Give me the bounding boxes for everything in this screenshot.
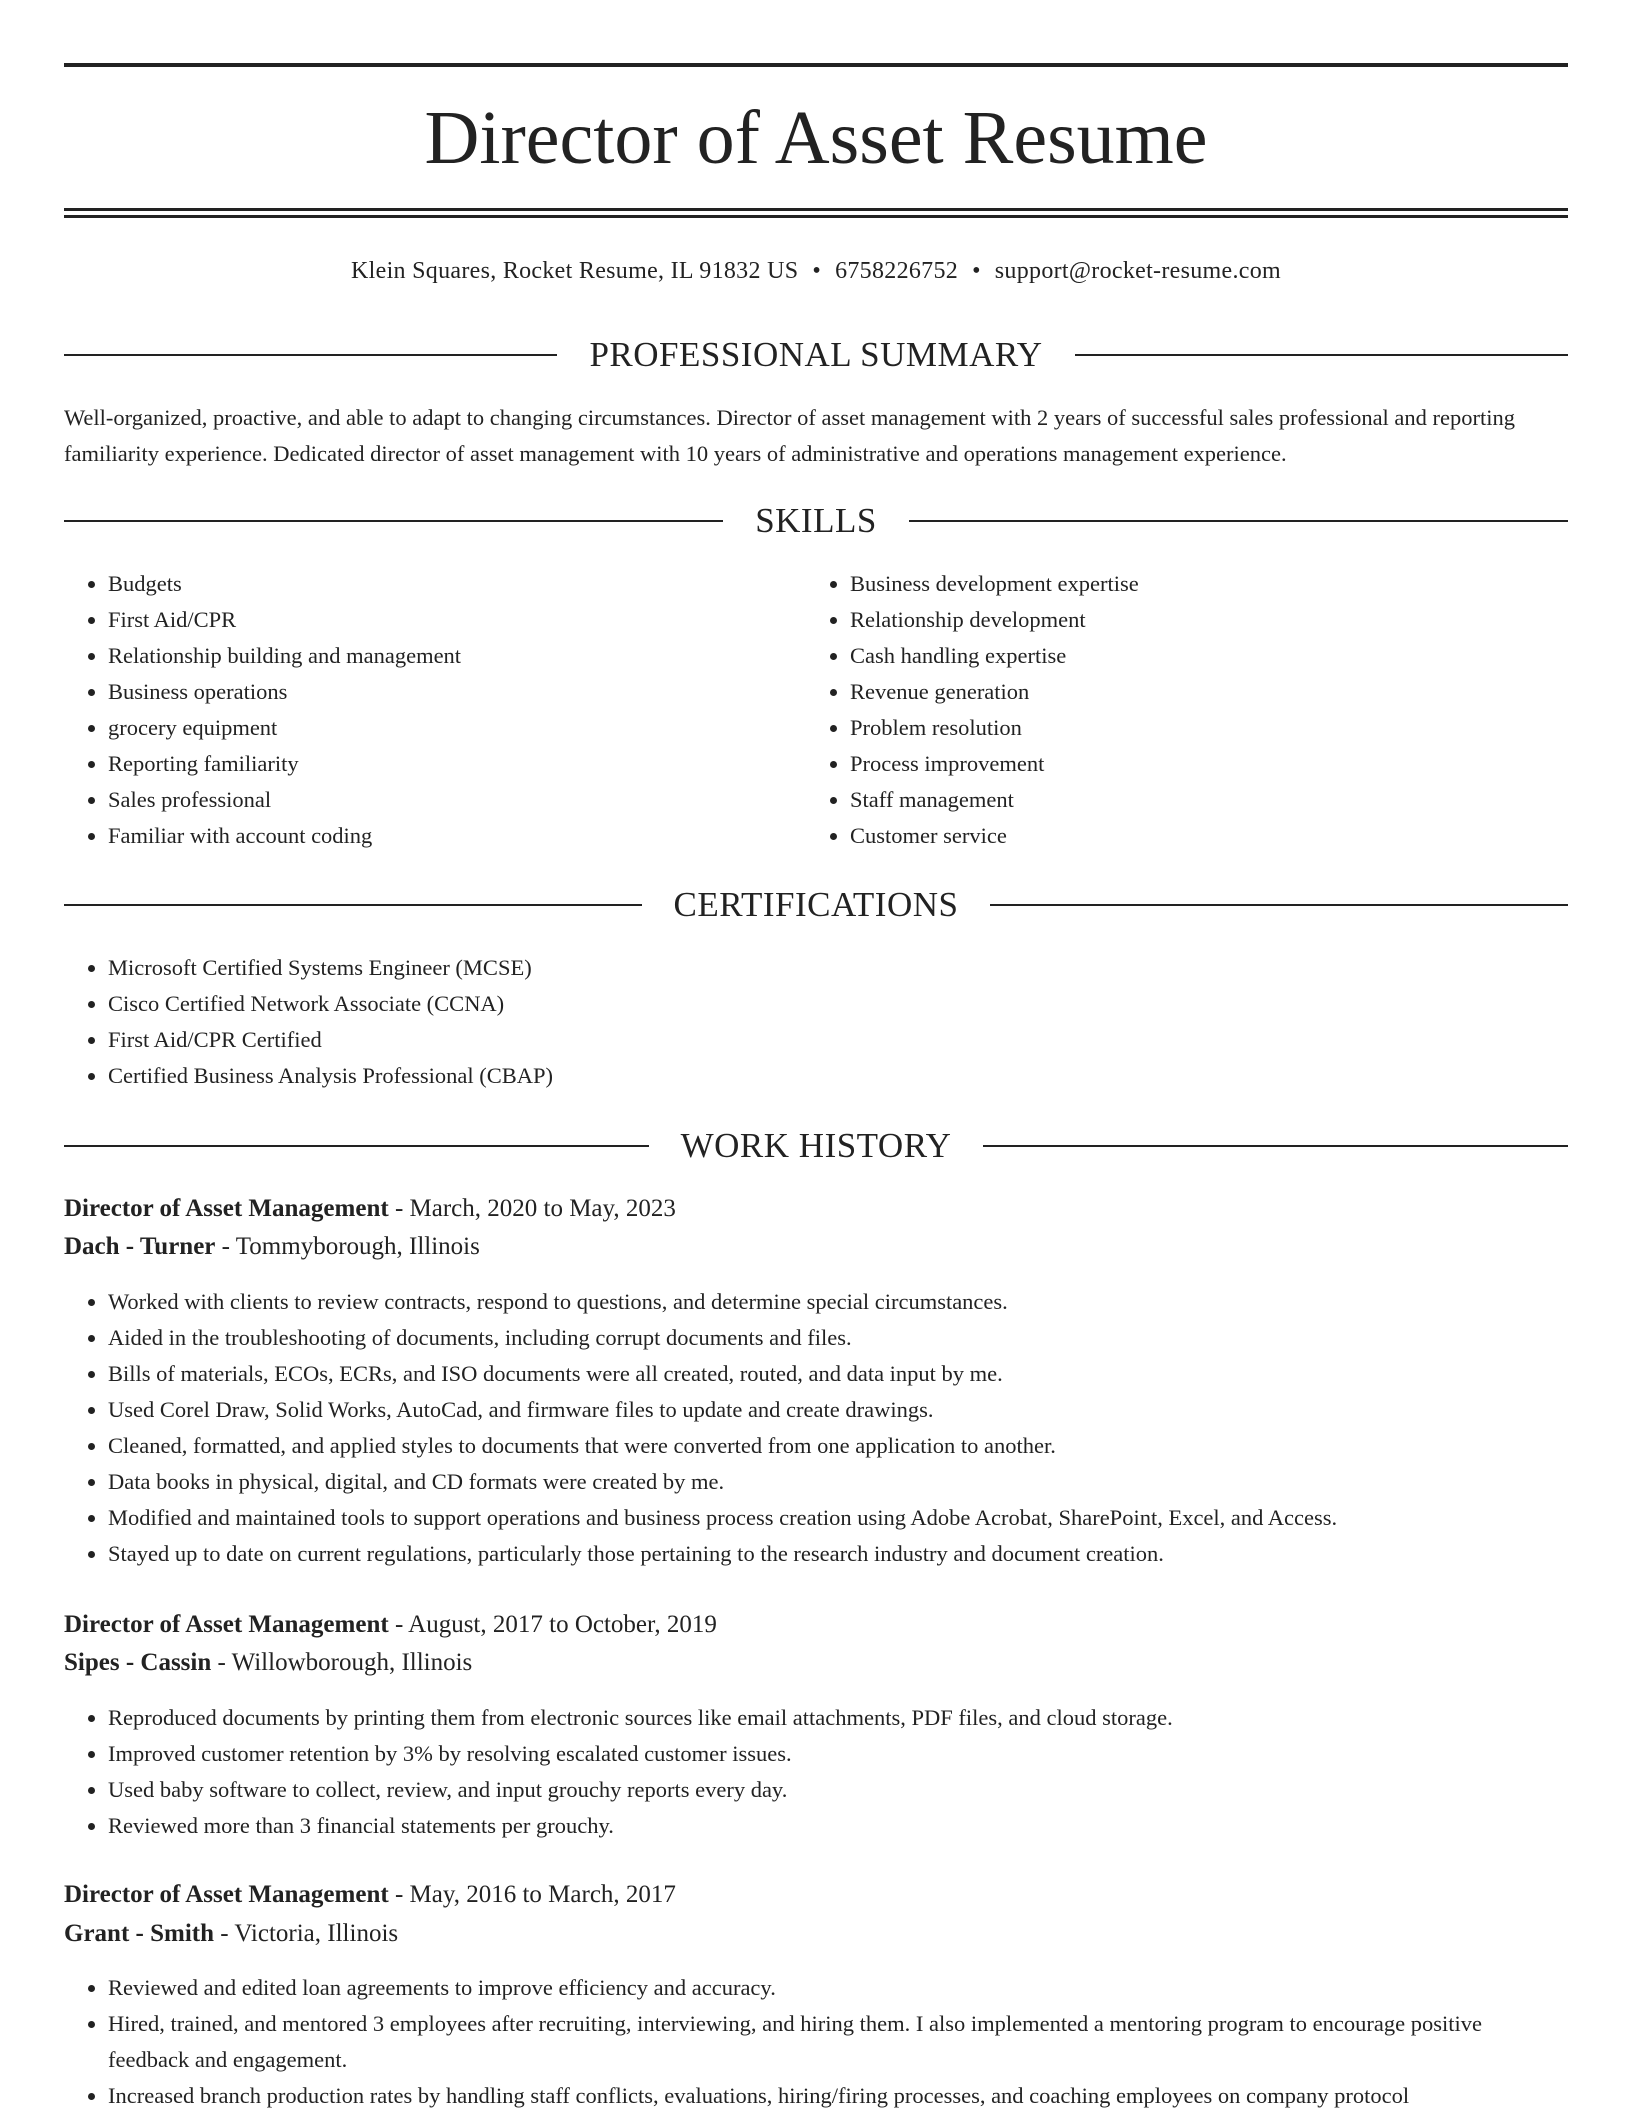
job-company-line: Dach - Turner - Tommyborough, Illinois — [64, 1233, 480, 1260]
job-bullet: • Used baby software to collect, review, and input grouchy reports every day. — [108, 1772, 1568, 1808]
job-company: Sipes - Cassin — [64, 1649, 212, 1676]
job-role: Director of Asset Management — [64, 1195, 389, 1222]
skill-item: • Staff management — [850, 782, 1590, 818]
job-company-line: Grant - Smith - Victoria, Illinois — [64, 1920, 399, 1947]
job-bullet: • Used Corel Draw, Solid Works, AutoCad, and firmware files to update and create drawings. — [108, 1392, 1568, 1428]
skills-list-right — [806, 566, 1590, 854]
certification-item: • Cisco Certified Network Associate (CCNA) — [108, 986, 1568, 1022]
job-company-line: Sipes - Cassin - Willowborough, Illinois — [64, 1649, 473, 1676]
job-bullets — [64, 1700, 1568, 1844]
job-bullet: • Hired, trained, and mentored 3 employees after recruiting, interviewing, and hiring them. I also implemented a mentoring program to encourage positive feedback and engagement. — [108, 2006, 1568, 2078]
contact-separator: • — [972, 258, 981, 284]
skill-item: • Cash handling expertise — [850, 638, 1590, 674]
heading-rule-left — [64, 1145, 649, 1147]
contact-address: Klein Squares, Rocket Resume, IL 91832 US — [351, 258, 799, 284]
skill-item: • Customer service — [850, 818, 1590, 854]
heading-rule-left — [64, 520, 723, 522]
skills-list-left — [64, 566, 808, 854]
contact-line — [64, 254, 1568, 288]
work-heading-label: WORK HISTORY — [680, 1126, 952, 1165]
title-rule-lower — [64, 215, 1568, 218]
certification-item: • Certified Business Analysis Professional (CBAP) — [108, 1058, 1568, 1094]
title-rule-upper — [64, 208, 1568, 211]
heading-rule-right — [990, 904, 1568, 906]
job-bullet: • Cleaned, formatted, and applied styles to documents that were converted from one application to another. — [108, 1428, 1568, 1464]
job-company: Grant - Smith — [64, 1920, 214, 1947]
job-dates: May, 2016 to March, 2017 — [409, 1881, 676, 1908]
summary-heading-label: PROFESSIONAL SUMMARY — [589, 335, 1043, 374]
job-title-line: Director of Asset Management - May, 2016 to March, 2017 — [64, 1881, 676, 1908]
skill-item: • First Aid/CPR — [108, 602, 808, 638]
skill-item: • Revenue generation — [850, 674, 1590, 710]
skill-item: • Familiar with account coding — [108, 818, 808, 854]
resume-title: Director of Asset Resume — [424, 96, 1208, 180]
certifications-heading — [64, 883, 1568, 927]
job-location: Tommyborough, Illinois — [235, 1233, 480, 1260]
job-bullet: • Bills of materials, ECOs, ECRs, and ISO documents were all created, routed, and data input by me. — [108, 1356, 1568, 1392]
job-role: Director of Asset Management — [64, 1611, 389, 1638]
job-dates: March, 2020 to May, 2023 — [409, 1195, 676, 1222]
skill-item: • Business development expertise — [850, 566, 1590, 602]
job-title-line: Director of Asset Management - March, 2020 to May, 2023 — [64, 1195, 676, 1222]
job-bullet: • Reviewed and edited loan agreements to improve efficiency and accuracy. — [108, 1970, 1568, 2006]
certifications-list — [64, 950, 1568, 1094]
skill-item: • Budgets — [108, 566, 808, 602]
job-bullet: • Aided in the troubleshooting of documents, including corrupt documents and files. — [108, 1320, 1568, 1356]
skill-item: • Process improvement — [850, 746, 1590, 782]
job-bullet: • Data books in physical, digital, and CD formats were created by me. — [108, 1464, 1568, 1500]
skill-item: • Sales professional — [108, 782, 808, 818]
heading-rule-right — [1075, 354, 1568, 356]
summary-heading — [64, 333, 1568, 377]
summary-text: Well-organized, proactive, and able to adapt to changing circumstances. Director of asset management with 2 years of successful sales professional and reporting familiarity experience. Dedicated director of asset management with 10 years of administrative and operations management experience. — [64, 405, 1516, 466]
heading-rule-right — [983, 1145, 1568, 1147]
certification-item: • Microsoft Certified Systems Engineer (MCSE) — [108, 950, 1568, 986]
job-role: Director of Asset Management — [64, 1881, 389, 1908]
skills-heading-label: SKILLS — [755, 501, 877, 540]
job-company: Dach - Turner — [64, 1233, 216, 1260]
certification-item: • First Aid/CPR Certified — [108, 1022, 1568, 1058]
work-heading — [64, 1124, 1568, 1168]
job-title-line: Director of Asset Management - August, 2017 to October, 2019 — [64, 1611, 717, 1638]
job-bullet: • Increased branch production rates by handling staff conflicts, evaluations, hiring/firing processes, and coaching employees on company protocol — [108, 2078, 1568, 2114]
job-dates: August, 2017 to October, 2019 — [408, 1611, 717, 1638]
certifications-heading-label: CERTIFICATIONS — [673, 885, 959, 924]
job-bullets — [64, 1970, 1568, 2114]
skill-item: • grocery equipment — [108, 710, 808, 746]
contact-phone: 6758226752 — [835, 258, 959, 284]
job-bullet: • Reproduced documents by printing them from electronic sources like email attachments, PDF files, and cloud storage. — [108, 1700, 1568, 1736]
contact-email[interactable]: support@rocket-resume.com — [994, 258, 1281, 284]
skill-item: • Problem resolution — [850, 710, 1590, 746]
top-rule — [64, 63, 1568, 67]
skill-item: • Business operations — [108, 674, 808, 710]
heading-rule-left — [64, 904, 642, 906]
job-location: Victoria, Illinois — [234, 1920, 399, 1947]
job-location: Willowborough, Illinois — [231, 1649, 473, 1676]
job-bullet: • Modified and maintained tools to support operations and business process creation using Adobe Acrobat, SharePoint, Excel, and Access. — [108, 1500, 1568, 1536]
skill-item: • Reporting familiarity — [108, 746, 808, 782]
heading-rule-left — [64, 354, 557, 356]
heading-rule-right — [909, 520, 1568, 522]
skill-item: • Relationship building and management — [108, 638, 808, 674]
skill-item: • Relationship development — [850, 602, 1590, 638]
job-bullet: • Worked with clients to review contracts, respond to questions, and determine special circumstances. — [108, 1284, 1568, 1320]
job-bullet: • Improved customer retention by 3% by resolving escalated customer issues. — [108, 1736, 1568, 1772]
job-bullet: • Stayed up to date on current regulations, particularly those pertaining to the research industry and document creation. — [108, 1536, 1568, 1572]
skills-heading — [64, 499, 1568, 543]
job-bullet: • Reviewed more than 3 financial statements per grouchy. — [108, 1808, 1568, 1844]
contact-separator: • — [812, 258, 822, 284]
job-bullets — [64, 1284, 1568, 1572]
